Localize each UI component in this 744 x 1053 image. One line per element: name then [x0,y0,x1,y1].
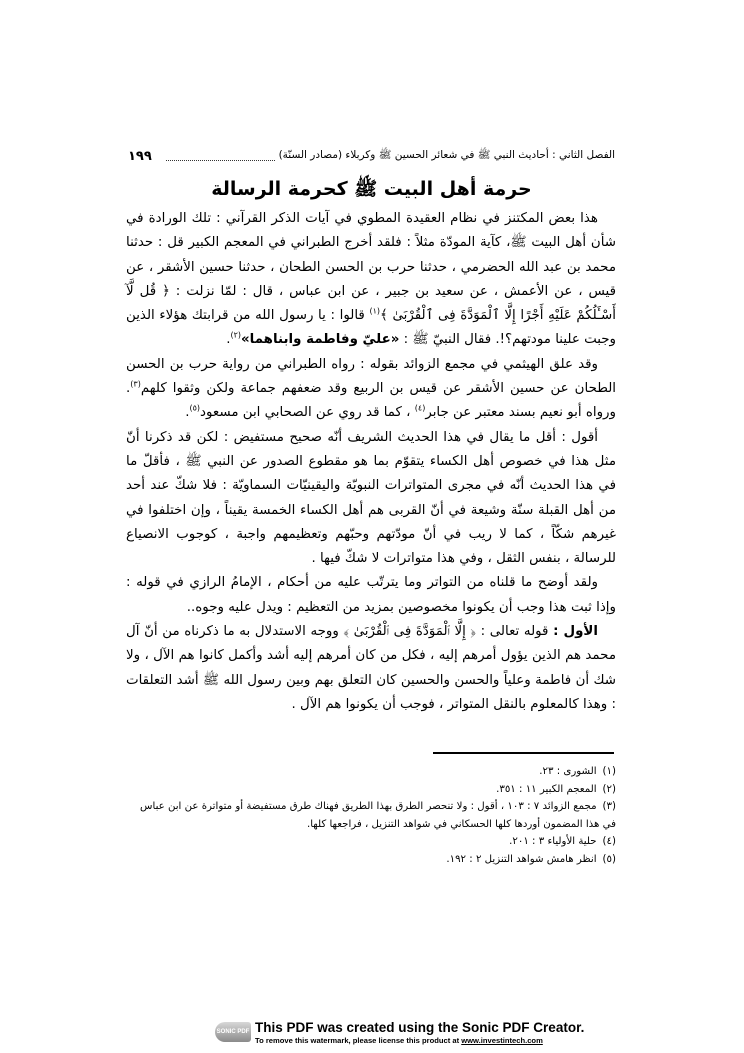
pdf-watermark [215,1020,585,1050]
chapter-title: حرمة أهل البيت ﷺ كحرمة الرسالة [211,178,532,200]
watermark-link[interactable]: www.investintech.com [461,1036,543,1045]
running-title: الفصل الثاني : أحاديث النبي ﷺ في شعائر الحسين ﷺ وكربلاء (مصادر السنّة) [278,148,615,161]
footnote-ref-5[interactable]: (٥) [189,403,201,413]
footnote-1: (١)الشورى : ٢٣. [539,766,616,777]
footnote-2: (٢)المعجم الكبير ١١ : ٣٥١. [496,783,616,795]
footnotes [126,763,616,868]
body-text [126,207,616,717]
footnote-4: (٤)حلية الأولياء ٣ : ٢٠١. [509,836,616,847]
footnote-ref-3[interactable]: (٣) [130,379,141,389]
paragraph-lead: الأول : [553,624,598,640]
footnote-3: (٣)مجمع الزوائد ٧ : ١٠٣ ، أقول : ولا تنحصر الطرق بهذا الطريق فهناك طرق مستفيضة أو متواترة عن ابن عباس في هذا المضمون أوردها كلها الحسكاني في شواهد التنزيل ، فراجعها كلها. [140,801,616,830]
hadith-quote: «عليّ وفاطمة وابناهما» [241,332,400,348]
paragraph-2: وقد علق الهيثمي في مجمع الزوائد بقوله : رواه الطبراني من رواية حرب بن الحسن الطحان عن حسين الأشقر عن قيس بن الربيع وقد ضعفهم جماعة ولكن وثقوا كلهم$^{(٣)}$. ورواه أبو نعيم بسند معتبر عن جابر$^{(٤)}$ ، كما قد روي عن الصحابي ابن مسعود$^{(٥)}$. [126,356,616,421]
paragraph-1: هذا بعض المكتنز في نظام العقيدة المطوي في آيات الذكر القرآني : تلك الورادة في شأن أهل البيت ﷺ، كآية المودّة مثلاً : فلقد أخرج الطبراني في المعجم الكبير قل : حدثنا محمد بن عبد الله الحضرمي ، حدثنا حرب بن الحسن الطحان ، حدثنا حسين الأشقر ، عن قيس ، عن الأعمش ، عن سعيد بن جبير ، عن ابن عباس ، قال : لمّا نزلت : ﴿ قُل لَّآ أَسْـَٔلُكُمْ عَلَيْهِ أَجْرًا إِلَّا ٱلْمَوَدَّةَ فِى ٱلْقُرْبَىٰ ﴾$^{(١)}$ قالوا : يا رسول الله من قرابتك هؤلاء الذين وجبت علينا مودتهم؟!. فقال النبيّ ﷺ : «عليّ وفاطمة وابناهما»$^{(٢)}$. [126,211,616,348]
paragraph-3: أقول : أقل ما يقال في هذا الحديث الشريف أنّه صحيح مستفيض : لكن قد ذكرنا أنّ مثل هذا في خصوص أهل الكساء يتقوّم بما هو مقطوع الصدور عن النبي ﷺ ، فأقلّ ما في هذا الحديث أنّه في مجرى المتواترات النبويّة واليقينيّات السماويّة : فلا شكّ عند أحد من أهل القبلة سنّة وشيعة في أنّ القربى هم أهل الكساء الخمسة يقيناً ، وإن اختلفوا في غيرهم شكّاً ، كما لا ريب في أنّ مودّتهم وحبّهم وتعظيمهم واجبة ، كوجوب الانصياع للرسالة ، بنفس الثقل ، وفي هذا متواترات لا شكّ فيها . [126,429,616,567]
paragraph-5: الأول : قوله تعالى : ﴿ إِلَّا ٱلْمَوَدَّةَ فِى ٱلْقُرْبَىٰ ﴾ ووجه الاستدلال به ما ذكرناه من أنّ آل محمد هم الذين يؤول أمرهم إليه ، فكل من كان أمرهم إليه أشد وأكمل كانوا هم الآل ، ولا شك أن فاطمة وعلياً والحسن والحسين كان التعلق بهم وبين رسول الله ﷺ أشد التعلقات : وهذا كالمعلوم بالنقل المتواتر ، فوجب أن يكونوا هم الآل . [126,624,616,712]
footnote-5: (٥)انظر هامش شواهد التنزيل ٢ : ١٩٢. [446,853,616,865]
watermark-headline: This PDF was created using the Sonic PDF Creator. [255,1020,585,1035]
footnote-ref-1[interactable]: (١) [369,306,380,316]
paragraph-4: ولقد أوضح ما قلناه من التواتر وما يترتّب عليه من أحكام ، الإمامُ الرازي في قوله : وإذا ثبت هذا وجب أن يكونوا مخصوصين بمزيد من التعظيم : ويدل عليه وجوه.. [126,575,616,615]
header-dot-leader [166,152,275,161]
footnote-separator [433,752,614,754]
footnote-ref-4[interactable]: (٤) [414,403,426,413]
sonic-pdf-logo-icon: SONIC PDF [215,1022,251,1042]
running-header [128,146,615,166]
page-number: ١٩٩ [128,148,152,164]
footnote-ref-2[interactable]: (٢) [230,331,242,341]
watermark-subline: To remove this watermark, please license this product at www.investintech.com [255,1036,543,1045]
